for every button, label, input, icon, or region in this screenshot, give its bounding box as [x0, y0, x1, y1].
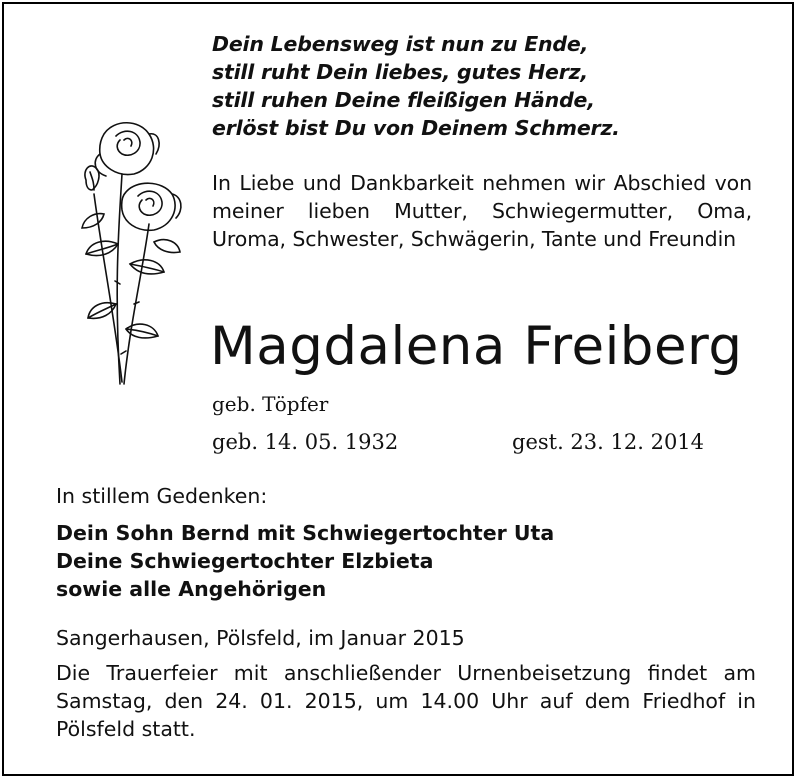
mourners-list	[56, 519, 554, 603]
birth-date: geb. 14. 05. 1932	[212, 430, 399, 454]
rose-illustration-icon	[64, 114, 199, 389]
mourner-line: Dein Sohn Bernd mit Schwiegertochter Uta	[56, 521, 555, 545]
poem-line: still ruht Dein liebes, gutes Herz,	[212, 60, 588, 84]
place-date: Sangerhausen, Pölsfeld, im Januar 2015	[56, 626, 465, 650]
poem	[212, 30, 772, 142]
poem-line: Dein Lebensweg ist nun zu Ende,	[212, 32, 589, 56]
mourner-line: Deine Schwiegertochter Elzbieta	[56, 549, 434, 573]
obituary-notice	[2, 2, 794, 776]
death-date: gest. 23. 12. 2014	[512, 430, 705, 454]
memory-label: In stillem Gedenken:	[56, 484, 268, 508]
mourner-line: sowie alle Angehörigen	[56, 577, 327, 601]
farewell-intro: In Liebe und Dankbarkeit nehmen wir Abschied von meiner lieben Mutter, Schwiegermutter, Oma, Uroma, Schwester, Schwägerin, Tante und Freundin	[212, 171, 752, 251]
poem-line: still ruhen Deine fleißigen Hände,	[212, 88, 595, 112]
funeral-notice: Die Trauerfeier mit anschließender Urnenbeisetzung findet am Samstag, den 24. 01. 2015, um 14.00 Uhr auf dem Friedhof in Pölsfeld statt.	[56, 661, 756, 741]
maiden-name: geb. Töpfer	[212, 392, 329, 416]
deceased-name: Magdalena Freiberg	[210, 316, 743, 377]
poem-line: erlöst bist Du von Deinem Schmerz.	[212, 116, 620, 140]
